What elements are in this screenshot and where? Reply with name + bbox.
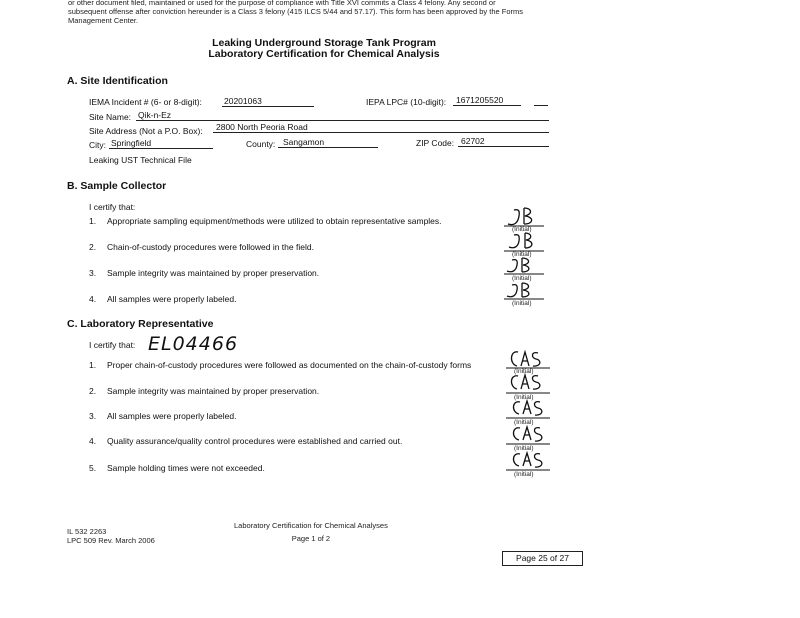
section-b-item-2 xyxy=(89,242,314,252)
item-text: Sample holding times were not exceeded. xyxy=(107,463,265,473)
section-c-certify: I certify that: xyxy=(89,340,136,350)
county-label: County: xyxy=(246,139,276,149)
incident-label: IEMA Incident # (6- or 8-digit): xyxy=(89,97,202,107)
section-a-heading: A. Site Identification xyxy=(67,75,168,87)
lab-initial-2 xyxy=(511,375,539,389)
initial-label-c4: (Initial) xyxy=(514,445,534,452)
section-b-heading: B. Sample Collector xyxy=(67,180,167,192)
lpc-value[interactable]: 1671205520 xyxy=(456,95,504,105)
section-c-heading: C. Laboratory Representative xyxy=(67,318,214,330)
item-text: Chain-of-custody procedures were followed in the field. xyxy=(107,242,314,252)
item-number: 1. xyxy=(89,360,97,370)
item-number: 2. xyxy=(89,386,97,396)
collector-initial-1 xyxy=(508,208,532,225)
lpc-label: IEPA LPC# (10-digit): xyxy=(366,97,447,107)
document-title xyxy=(0,38,648,60)
county-value[interactable]: Sangamon xyxy=(283,137,325,147)
lab-id-handwritten: EL04466 xyxy=(148,333,239,355)
collector-initial-2 xyxy=(509,233,532,248)
item-number: 4. xyxy=(89,294,97,304)
collector-initial-4 xyxy=(507,283,529,297)
section-c-item-1 xyxy=(89,360,471,370)
initial-label-b1: (Initial) xyxy=(512,226,532,233)
zip-value[interactable]: 62702 xyxy=(461,136,485,146)
item-number: 5. xyxy=(89,463,97,473)
item-number: 1. xyxy=(89,216,97,226)
disclaimer-line-1: or other document filed, maintained or used for the purpose of compliance with Title XVI commits a Class 4 felony. Any second or xyxy=(68,0,496,7)
initial-label-b2: (Initial) xyxy=(512,251,532,258)
item-text: Sample integrity was maintained by proper preservation. xyxy=(107,386,320,396)
collector-initials-signatures xyxy=(500,204,550,314)
city-label: City: xyxy=(89,140,106,150)
technical-file-label: Leaking UST Technical File xyxy=(89,155,192,165)
item-number: 4. xyxy=(89,436,97,446)
section-c-item-2 xyxy=(89,386,319,396)
item-number: 3. xyxy=(89,411,97,421)
item-number: 3. xyxy=(89,268,97,278)
lab-initial-4 xyxy=(513,427,541,441)
site-address-value[interactable]: 2800 North Peoria Road xyxy=(216,122,308,132)
item-text: All samples were properly labeled. xyxy=(107,411,237,421)
title-line-2: Laboratory Certification for Chemical Analysis xyxy=(208,48,440,60)
section-b-item-1 xyxy=(89,216,442,226)
initial-label-c2: (Initial) xyxy=(514,394,534,401)
site-name-value[interactable]: Qik-n-Ez xyxy=(138,110,172,120)
item-number: 2. xyxy=(89,242,97,252)
form-identifier xyxy=(67,527,155,545)
zip-label: ZIP Code: xyxy=(416,138,455,148)
lab-initial-5 xyxy=(513,453,541,467)
legal-disclaimer xyxy=(68,0,523,25)
form-revision: LPC 509 Rev. March 2006 xyxy=(67,536,155,545)
form-id: IL 532 2263 xyxy=(67,527,107,536)
lpc-underline-tail xyxy=(534,105,548,106)
disclaimer-line-3: Management Center. xyxy=(68,16,139,25)
section-b-certify: I certify that: xyxy=(89,202,136,212)
section-b-item-3 xyxy=(89,268,319,278)
footer-title: Laboratory Certification for Chemical Analyses xyxy=(234,521,388,530)
section-c-item-3 xyxy=(89,411,236,421)
item-text: Quality assurance/quality control procedures were established and carried out. xyxy=(107,436,403,446)
city-underline xyxy=(109,148,213,149)
lab-initial-3 xyxy=(513,401,541,415)
initial-label-b4: (Initial) xyxy=(512,300,532,307)
item-text: Sample integrity was maintained by proper preservation. xyxy=(107,268,320,278)
initial-label-b3: (Initial) xyxy=(512,275,532,282)
site-name-label: Site Name: xyxy=(89,112,132,122)
zip-underline xyxy=(458,146,549,147)
site-name-underline xyxy=(136,120,549,121)
section-c-item-4 xyxy=(89,436,402,446)
incident-value[interactable]: 20201063 xyxy=(224,96,262,106)
site-address-underline xyxy=(213,132,549,133)
item-text: All samples were properly labeled. xyxy=(107,294,237,304)
item-text: Proper chain-of-custody procedures were followed as documented on the chain-of-custody forms xyxy=(107,360,472,370)
section-b-item-4 xyxy=(89,294,236,304)
title-line-1: Leaking Underground Storage Tank Program xyxy=(212,37,436,49)
lab-initial-1 xyxy=(511,352,539,366)
footer-page: Page 1 of 2 xyxy=(291,534,331,543)
site-address-label: Site Address (Not a P.O. Box): xyxy=(89,126,203,136)
city-value[interactable]: Springfield xyxy=(111,138,152,148)
county-underline xyxy=(278,147,378,148)
incident-underline xyxy=(222,106,314,107)
page-number-box: Page 25 of 27 xyxy=(502,551,583,566)
initial-label-c3: (Initial) xyxy=(514,419,534,426)
disclaimer-line-2: subsequent offense after conviction hereunder is a Class 3 felony (415 ILCS 5/44 and 57.17). This form has been approved by the Forms xyxy=(68,7,523,16)
lab-initials-signatures xyxy=(500,346,556,482)
item-text: Appropriate sampling equipment/methods were utilized to obtain representative samples. xyxy=(107,216,442,226)
lpc-underline xyxy=(453,105,521,106)
initial-label-c5: (Initial) xyxy=(514,471,534,478)
footer-center xyxy=(234,521,388,543)
collector-initial-3 xyxy=(507,258,529,272)
initial-label-c1: (Initial) xyxy=(514,368,534,375)
section-c-item-5 xyxy=(89,463,265,473)
